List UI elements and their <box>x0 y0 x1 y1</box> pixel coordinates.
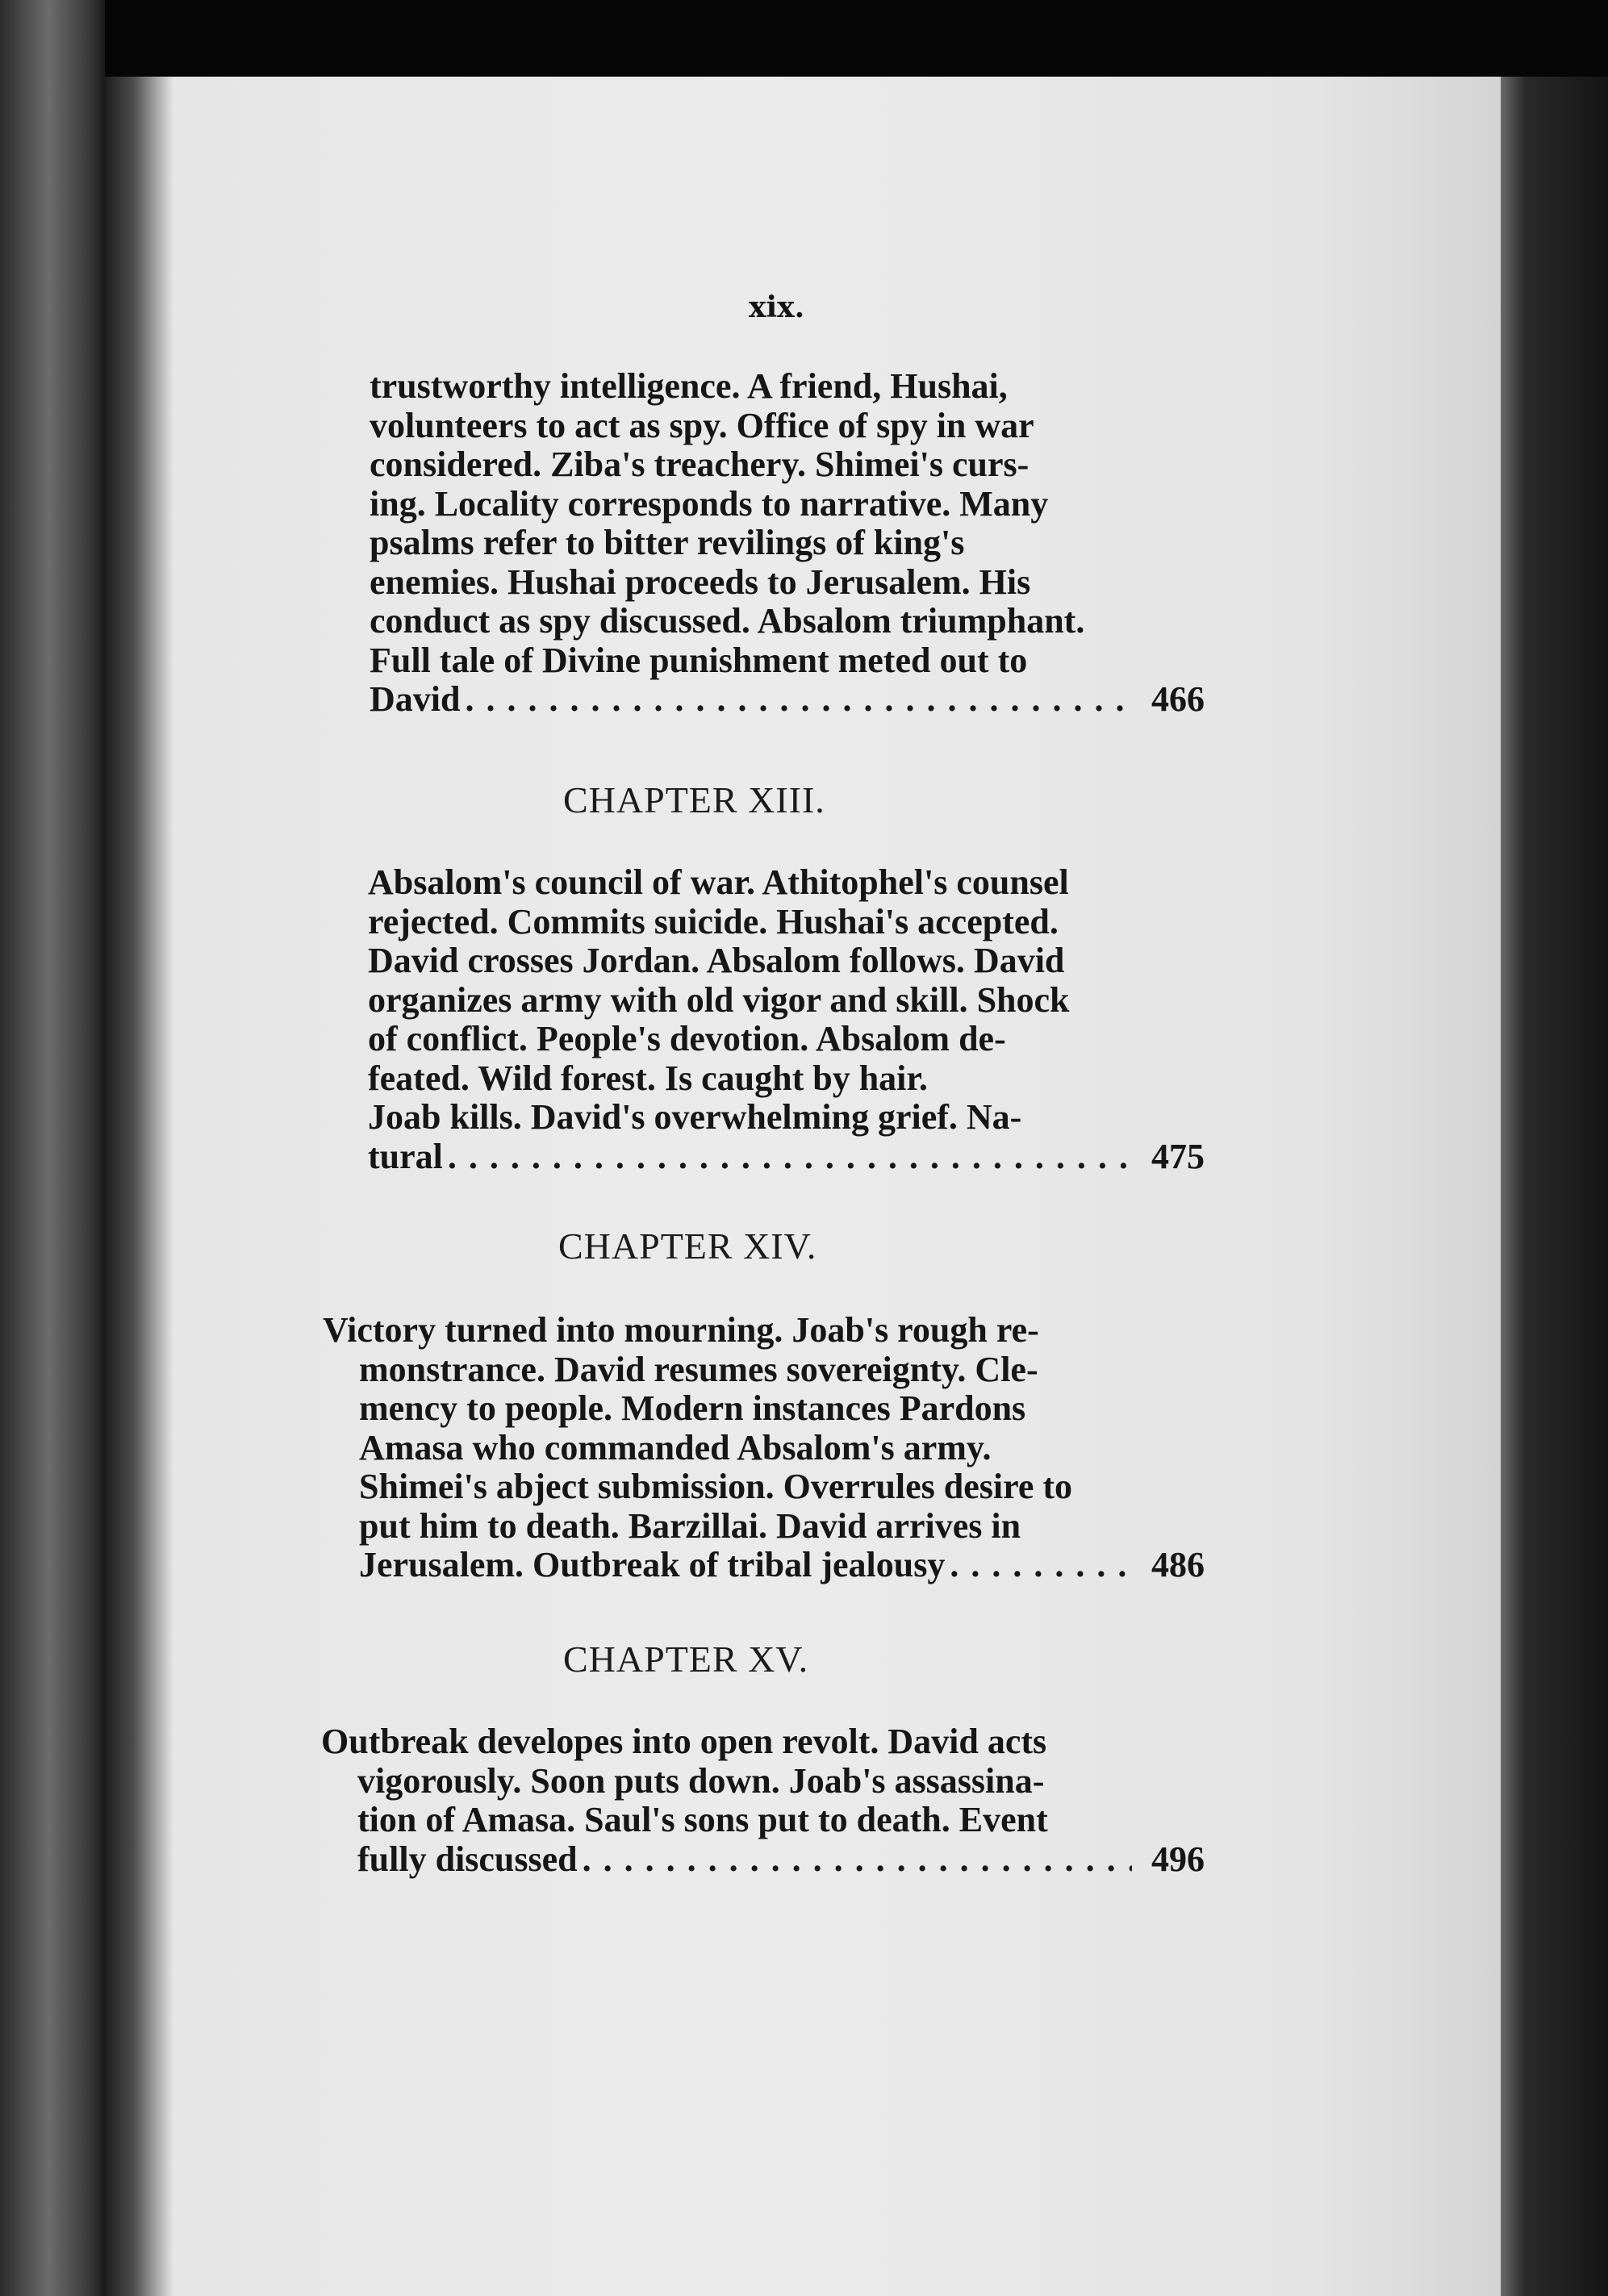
toc-line: trustworthy intelligence. A friend, Hushai, <box>370 366 1008 406</box>
page-number: 466 <box>1151 679 1205 719</box>
toc-line: put him to death. Barzillai. David arrives in <box>359 1505 1021 1546</box>
page-number: 486 <box>1151 1545 1205 1584</box>
chapter-heading: CHAPTER XV. <box>563 1639 809 1680</box>
page-number: 496 <box>1151 1839 1205 1879</box>
toc-entry-continued <box>370 366 1205 720</box>
toc-line: feated. Wild forest. Is caught by hair. <box>368 1058 928 1098</box>
page-number: 475 <box>1151 1136 1205 1176</box>
toc-entry <box>368 862 1205 1176</box>
page-folio: xix. <box>749 290 805 324</box>
toc-line-tail: tural <box>368 1136 443 1176</box>
toc-leader-line <box>370 680 1205 720</box>
chapter-heading: CHAPTER XIII. <box>563 779 825 820</box>
toc-line: David crosses Jordan. Absalom follows. David <box>368 941 1065 980</box>
toc-line: monstrance. David resumes sovereignty. Cle- <box>359 1349 1038 1389</box>
toc-leader-line <box>357 1840 1205 1880</box>
adjacent-page-edge <box>0 0 105 2296</box>
toc-line: conduct as spy discussed. Absalom triumphant. <box>370 601 1085 641</box>
toc-leader-line <box>359 1546 1205 1585</box>
toc-line: enemies. Hushai proceeds to Jerusalem. His <box>370 561 1031 602</box>
toc-line-tail: fully discussed <box>357 1839 578 1879</box>
toc-line: rejected. Commits suicide. Hushai's accepted. <box>368 901 1059 941</box>
gutter-shadow <box>105 77 173 2296</box>
toc-line: Outbreak developes into open revolt. David acts <box>321 1722 1047 1761</box>
toc-line: of conflict. People's devotion. Absalom de- <box>368 1019 1006 1058</box>
toc-entry <box>321 1722 1205 1879</box>
toc-line: mency to people. Modern instances Pardons <box>359 1388 1026 1428</box>
toc-leader-line <box>368 1138 1205 1177</box>
toc-line: Full tale of Divine punishment meted out to <box>370 640 1028 680</box>
toc-line: vigorously. Soon puts down. Joab's assassina- <box>357 1760 1045 1801</box>
toc-line-tail: Jerusalem. Outbreak of tribal jealousy <box>359 1545 946 1584</box>
chapter-heading: CHAPTER XIV. <box>558 1225 817 1267</box>
toc-line: volunteers to act as spy. Office of spy in war <box>370 405 1034 445</box>
toc-line: Victory turned into mourning. Joab's rough re- <box>323 1310 1039 1350</box>
toc-line: tion of Amasa. Saul's sons put to death. Event <box>357 1800 1048 1839</box>
dot-leader <box>460 680 1132 720</box>
toc-line-tail: David <box>370 679 461 719</box>
toc-line: organizes army with old vigor and skill. Shock <box>368 979 1070 1020</box>
toc-line: psalms refer to bitter revilings of king's <box>370 523 965 562</box>
toc-line: Absalom's council of war. Athitophel's counsel <box>368 862 1069 902</box>
toc-line: Amasa who commanded Absalom's army. <box>359 1427 992 1467</box>
toc-line: ing. Locality corresponds to narrative. Many <box>370 483 1049 524</box>
toc-entry <box>323 1310 1205 1585</box>
dot-leader <box>443 1138 1132 1177</box>
page-fore-edge <box>1501 77 1608 2296</box>
toc-line: considered. Ziba's treachery. Shimei's curs- <box>370 445 1030 484</box>
dot-leader <box>578 1840 1132 1880</box>
dot-leader <box>945 1546 1132 1585</box>
toc-line: Joab kills. David's overwhelming grief. Na- <box>368 1097 1022 1137</box>
toc-line: Shimei's abject submission. Overrules desire to <box>359 1467 1073 1506</box>
